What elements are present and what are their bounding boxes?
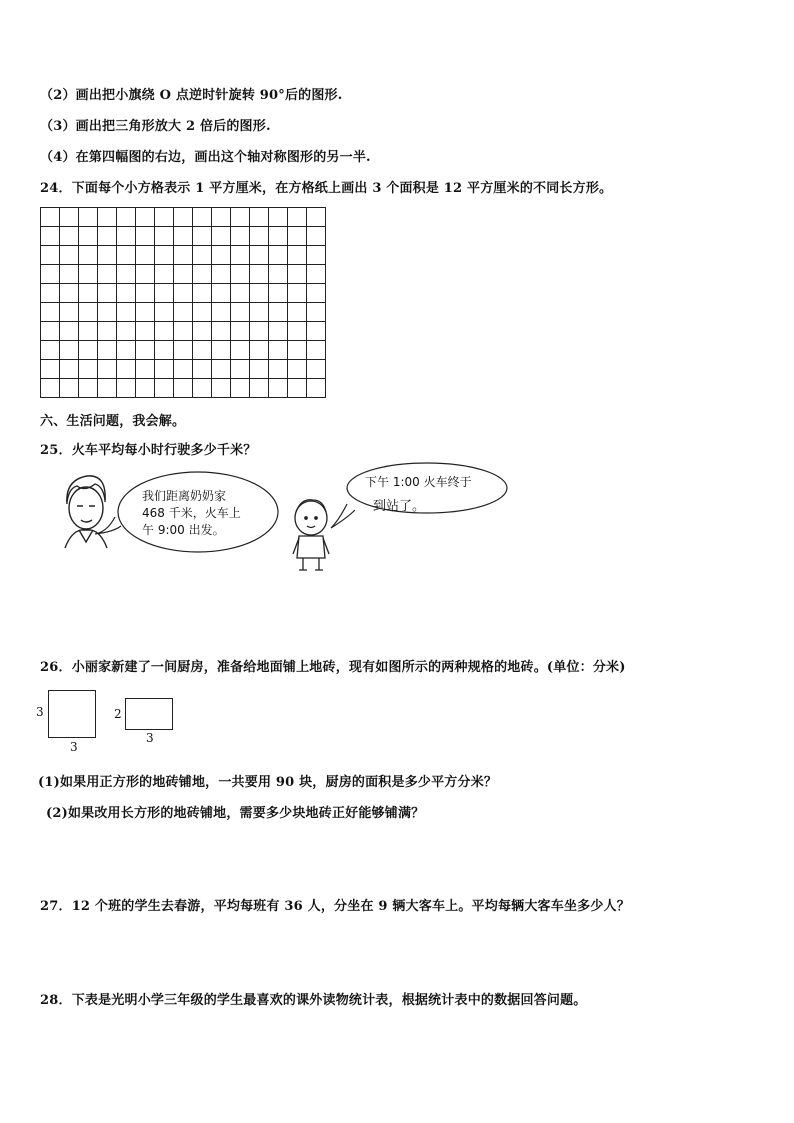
square-grid-paper <box>40 207 326 398</box>
q23-part3: （3）画出把三角形放大 2 倍后的图形. <box>40 119 271 134</box>
man-bubble-line-3: 午 9:00 出发。 <box>142 523 225 537</box>
section-six-title: 六、生活问题，我会解。 <box>40 414 186 429</box>
man-speech-bubble <box>95 472 278 552</box>
rect-tile <box>125 698 173 730</box>
q26-part2: (2)如果改用长方形的地砖铺地，需要多少块地砖正好能够铺满？ <box>46 806 425 821</box>
square-tile-bottom-label: 3 <box>70 740 78 754</box>
q24-text: 24．下面每个小方格表示 1 平方厘米，在方格纸上画出 3 个面积是 12 平方厘米的不同长方形。 <box>40 181 613 196</box>
man-figure <box>65 476 107 548</box>
q26-part1: (1)如果用正方形的地砖铺地，一共要用 90 块，厨房的面积是多少平方分米？ <box>38 775 498 790</box>
q28-text: 28．下表是光明小学三年级的学生最喜欢的课外读物统计表，根据统计表中的数据回答问题。 <box>40 993 587 1008</box>
man-bubble-line-1: 我们距离奶奶家 <box>142 489 227 503</box>
q25-text: 25．火车平均每小时行驶多少千米？ <box>40 443 257 458</box>
square-tile <box>48 690 96 738</box>
q23-part4: （4）在第四幅图的右边，画出这个轴对称图形的另一半. <box>40 150 371 165</box>
boy-figure <box>293 500 329 570</box>
boy-bubble-line-1: 下午 1:00 火车终于 <box>365 475 472 489</box>
q26-text: 26．小丽家新建了一间厨房，准备给地面铺上地砖，现有如图所示的两种规格的地砖。(单位：分米) <box>40 660 626 675</box>
square-tile-side-label: 3 <box>36 705 44 719</box>
train-dialogue-illustration <box>55 462 575 582</box>
q27-text: 27．12 个班的学生去春游，平均每班有 36 人，分坐在 9 辆大客车上。平均每辆大客车坐多少人？ <box>40 899 630 914</box>
man-bubble-line-2: 468 千米，火车上 <box>142 506 241 520</box>
rect-tile-side-label: 2 <box>114 707 122 721</box>
boy-speech-bubble <box>331 463 507 528</box>
rect-tile-bottom-label: 3 <box>146 731 154 745</box>
q23-part2: （2）画出把小旗绕 O 点逆时针旋转 90°后的图形. <box>40 88 343 103</box>
boy-bubble-line-2: 到站了。 <box>373 499 426 514</box>
